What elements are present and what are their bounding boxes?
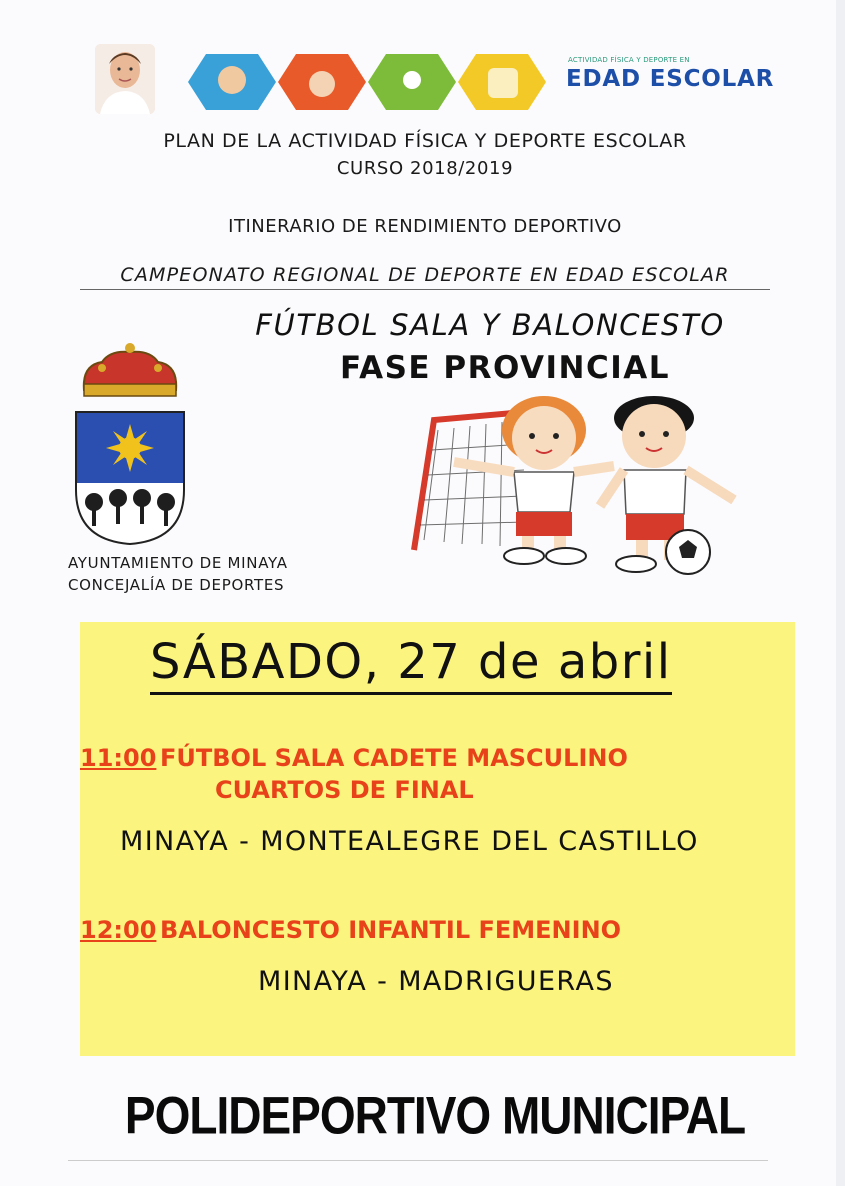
organizer-block — [68, 552, 288, 596]
event-date: SÁBADO, 27 de abril — [150, 632, 672, 695]
event-1-subtitle: CUARTOS DE FINAL — [215, 776, 474, 804]
event-2-title: BALONCESTO INFANTIL FEMENINO — [160, 916, 622, 944]
organizer-department: CONCEJALÍA DE DEPORTES — [68, 576, 285, 594]
plan-heading: PLAN DE LA ACTIVIDAD FÍSICA Y DEPORTE ESCOLAR — [163, 130, 687, 152]
coat-of-arms-icon — [72, 340, 188, 550]
event-2-match: MINAYA - MADRIGUERAS — [258, 966, 614, 997]
event-1-match: MINAYA - MONTEALEGRE DEL CASTILLO — [120, 826, 699, 857]
councillor-portrait — [95, 44, 155, 114]
event-1-title: FÚTBOL SALA CADETE MASCULINO — [160, 744, 628, 772]
sports-photo-banner — [188, 46, 548, 118]
phase-title: FASE PROVINCIAL — [339, 350, 671, 386]
bottom-divider — [68, 1160, 768, 1161]
championship-heading: CAMPEONATO REGIONAL DE DEPORTE EN EDAD ESCOLAR — [80, 264, 770, 290]
edad-escolar-subtitle: ACTIVIDAD FÍSICA Y DEPORTE EN — [568, 56, 690, 64]
event-2-time: 12:00 — [80, 916, 157, 944]
edad-escolar-title: EDAD ESCOLAR — [566, 66, 775, 92]
kids-football-illustration — [404, 390, 754, 590]
sports-title: FÚTBOL SALA Y BALONCESTO — [255, 308, 725, 342]
event-1-time: 11:00 — [80, 744, 157, 772]
organizer-town: AYUNTAMIENTO DE MINAYA — [68, 554, 288, 572]
course-year: CURSO 2018/2019 — [336, 158, 514, 179]
itinerary-heading: ITINERARIO DE RENDIMIENTO DEPORTIVO — [228, 216, 622, 237]
venue-name: POLIDEPORTIVO MUNICIPAL — [124, 1085, 746, 1145]
